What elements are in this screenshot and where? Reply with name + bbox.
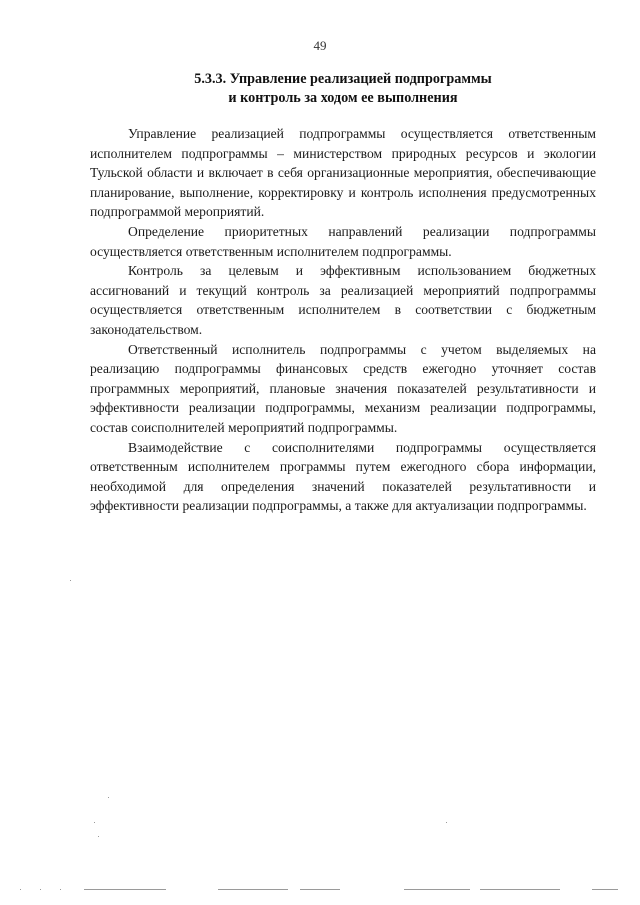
paragraph-interaction: Взаимодействие с соисполнителями подпрограммы осуществляется ответственным исполнителем программы путем ежегодного сбора информации, необходимой для определения значений показателей результативности и эффективности реализации подпрограммы, а также для актуализации подпрограммы.	[90, 439, 596, 514]
section-heading-line-2: и контроль за ходом ее выполнения	[228, 90, 458, 106]
scan-speck	[108, 797, 109, 798]
body-text	[90, 124, 596, 516]
paragraph-executor: Ответственный исполнитель подпрограммы с учетом выделяемых на реализацию подпрограммы финансовых средств ежегодно уточняет состав программных мероприятий, плановые значения показателей результативности и эффективности реализации подпрограммы, механизм реализации подпрограммы, состав соисполнителей мероприятий подпрограммы.	[90, 341, 596, 435]
scan-speck	[94, 822, 95, 823]
paragraph-control: Контроль за целевым и эффективным использованием бюджетных ассигнований и текущий контроль за реализацией мероприятий подпрограммы осуществляется ответственным исполнителем в соответствии с бюджетным законодательством.	[90, 263, 596, 337]
scan-speck	[446, 822, 447, 823]
section-heading	[90, 70, 596, 108]
scan-line	[404, 889, 470, 890]
scan-speck	[40, 889, 41, 890]
scan-speck	[20, 889, 21, 890]
scan-line	[592, 889, 618, 890]
section-heading-line-1: 5.3.3. Управление реализацией подпрограммы	[194, 71, 492, 87]
page-number: 49	[313, 38, 327, 53]
scan-speck	[70, 580, 71, 581]
scan-line	[480, 889, 560, 890]
paragraph-management: Управление реализацией подпрограммы осуществляется ответственным исполнителем подпрограммы – министерством природных ресурсов и экологии Тульской области и включает в себя организационные мероприятия, обеспечивающие планирование, выполнение, корректировку и контроль исполнения предусмотренных подпрограммой мероприятий.	[90, 126, 596, 220]
scan-speck	[98, 836, 99, 837]
scan-speck	[60, 889, 61, 890]
paragraph-priorities: Определение приоритетных направлений реализации подпрограммы осуществляется ответственным исполнителем подпрограммы.	[90, 223, 596, 259]
scan-line	[300, 889, 340, 890]
scan-line	[218, 889, 288, 890]
scan-line	[84, 889, 166, 890]
